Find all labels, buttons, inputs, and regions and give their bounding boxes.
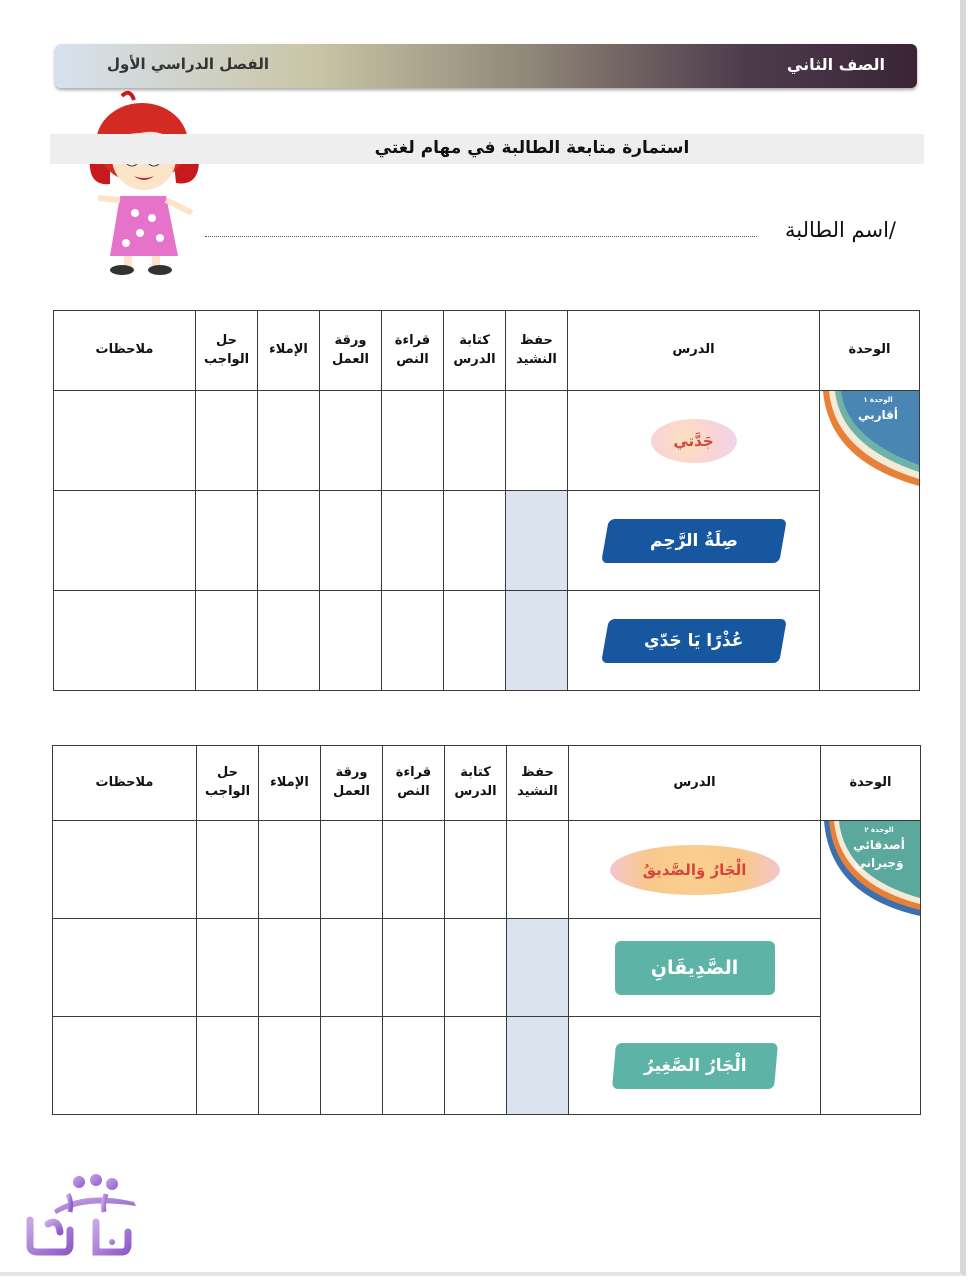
worksheet-cell[interactable] — [321, 1017, 383, 1115]
table-header-row — [54, 311, 920, 391]
reading-cell[interactable] — [382, 391, 444, 491]
lesson-title-tag: الصَّدِيقَانِ — [615, 941, 775, 995]
table-row — [53, 919, 921, 1017]
header-dictation: الإملاء — [259, 746, 321, 821]
homework-cell[interactable] — [197, 919, 259, 1017]
writing-cell[interactable] — [444, 491, 506, 591]
dictation-cell[interactable] — [258, 491, 320, 591]
reading-cell[interactable] — [383, 919, 445, 1017]
reading-cell[interactable] — [382, 491, 444, 591]
table-row — [53, 821, 921, 919]
form-title: استمارة متابعة الطالبة في مهام لغتي — [374, 138, 690, 158]
notes-cell[interactable] — [54, 491, 196, 591]
term-label: الفصل الدراسي الأول — [107, 55, 269, 73]
lesson-title-blob: الْجَارُ وَالصَّديقُ — [610, 845, 780, 895]
talabna-logo-icon — [24, 1172, 150, 1258]
table-row — [53, 1017, 921, 1115]
anthem-cell[interactable] — [506, 491, 568, 591]
header-worksheet: ورقة العمل — [320, 311, 382, 391]
lesson-cell — [568, 491, 820, 591]
header-worksheet: ورقة العمل — [321, 746, 383, 821]
dictation-cell[interactable] — [259, 1017, 321, 1115]
header-reading: قراءة النص — [383, 746, 445, 821]
header-dictation: الإملاء — [258, 311, 320, 391]
header-reading: قراءة النص — [382, 311, 444, 391]
lesson-cell — [569, 821, 821, 919]
reading-cell[interactable] — [382, 591, 444, 691]
notes-cell[interactable] — [54, 391, 196, 491]
lesson-cell — [568, 391, 820, 491]
anthem-cell[interactable] — [507, 1017, 569, 1115]
writing-cell[interactable] — [445, 1017, 507, 1115]
grade-label: الصف الثاني — [786, 55, 885, 74]
lesson-cell — [569, 919, 821, 1017]
homework-cell[interactable] — [196, 591, 258, 691]
lesson-cell — [568, 591, 820, 691]
writing-cell[interactable] — [444, 391, 506, 491]
homework-cell[interactable] — [196, 391, 258, 491]
header-notes: ملاحظات — [54, 311, 196, 391]
student-name-label: اسم الطالبة/ — [784, 218, 896, 242]
header-writing: كتابة الدرس — [444, 311, 506, 391]
anthem-cell[interactable] — [507, 821, 569, 919]
notes-cell[interactable] — [54, 591, 196, 691]
worksheet-cell[interactable] — [320, 391, 382, 491]
header-writing: كتابة الدرس — [445, 746, 507, 821]
header-lesson: الدرس — [568, 311, 820, 391]
notes-cell[interactable] — [53, 821, 197, 919]
table-row — [54, 591, 920, 691]
worksheet-cell[interactable] — [320, 591, 382, 691]
lesson-title-tag: عُذْرًا يَا جَدّي — [601, 619, 787, 663]
reading-cell[interactable] — [383, 821, 445, 919]
writing-cell[interactable] — [445, 919, 507, 1017]
student-name-line[interactable] — [205, 236, 757, 237]
unit-cell — [820, 391, 920, 691]
homework-cell[interactable] — [197, 821, 259, 919]
table-row — [54, 491, 920, 591]
worksheet-cell[interactable] — [321, 821, 383, 919]
unit-badge-text: الوحدة ٢ أصدقائي وَجيراني — [853, 826, 905, 870]
girl-illustration — [80, 88, 210, 278]
unit-cell — [821, 821, 921, 1115]
header-homework: حل الواجب — [197, 746, 259, 821]
dictation-cell[interactable] — [258, 391, 320, 491]
dictation-cell[interactable] — [259, 821, 321, 919]
dictation-cell[interactable] — [259, 919, 321, 1017]
anthem-cell[interactable] — [507, 919, 569, 1017]
reading-cell[interactable] — [383, 1017, 445, 1115]
tracking-table-unit-2 — [52, 745, 921, 1115]
header-unit: الوحدة — [821, 746, 921, 821]
lesson-title-blob: جَدَّتي — [651, 419, 737, 463]
notes-cell[interactable] — [53, 1017, 197, 1115]
writing-cell[interactable] — [445, 821, 507, 919]
header-anthem: حفظ النشيد — [507, 746, 569, 821]
unit-badge-text: الوحدة ١ أقاربي — [857, 396, 899, 422]
table-row — [54, 391, 920, 491]
form-title-band — [50, 134, 924, 164]
header-lesson: الدرس — [569, 746, 821, 821]
header-anthem: حفظ النشيد — [506, 311, 568, 391]
homework-cell[interactable] — [197, 1017, 259, 1115]
lesson-title-tag: الْجَارُ الصَّغِيرُ — [611, 1043, 777, 1089]
anthem-cell[interactable] — [506, 591, 568, 691]
writing-cell[interactable] — [444, 591, 506, 691]
lesson-title-tag: صِلَةُ الرَّحِم — [601, 519, 787, 563]
header-homework: حل الواجب — [196, 311, 258, 391]
header-unit: الوحدة — [820, 311, 920, 391]
dictation-cell[interactable] — [258, 591, 320, 691]
header-notes: ملاحظات — [53, 746, 197, 821]
table-header-row — [53, 746, 921, 821]
tracking-table-unit-1 — [53, 310, 920, 691]
worksheet-cell[interactable] — [321, 919, 383, 1017]
header-bar — [55, 44, 917, 88]
anthem-cell[interactable] — [506, 391, 568, 491]
notes-cell[interactable] — [53, 919, 197, 1017]
homework-cell[interactable] — [196, 491, 258, 591]
worksheet-cell[interactable] — [320, 491, 382, 591]
lesson-cell — [569, 1017, 821, 1115]
